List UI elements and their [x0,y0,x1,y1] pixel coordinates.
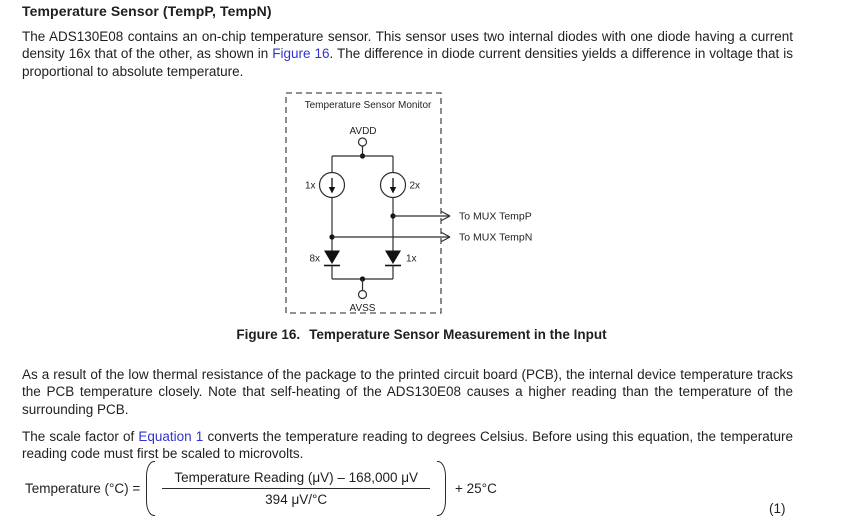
avdd-label: AVDD [349,126,377,137]
tempp-arrowhead [442,216,451,221]
paragraph-text: . The difference in diode current densities yields a difference in voltage that is proportional to absolute temperature. [22,46,794,79]
tempp-arrowhead [442,212,451,217]
tempn-arrowhead [442,233,451,238]
current-source-2x-label: 2x [409,180,421,192]
diode-1x-label: 1x [406,253,417,265]
diode-1x [385,251,401,265]
avdd-terminal [359,138,367,146]
avss-label: AVSS [349,303,376,314]
tempp-output-label: To MUX TempP [459,210,532,223]
equation-left-bracket [146,461,155,516]
current-source-arrowhead [390,187,396,194]
current-source-1x-label: 1x [304,180,316,192]
paragraph-scale-factor [22,428,793,463]
equation-lhs: Temperature (°C) = [25,481,141,496]
paragraph-text: The scale factor of [22,429,139,444]
paragraph-intro [22,28,793,80]
equation-1 [25,461,497,516]
figure-caption [0,327,843,342]
diagram-title: Temperature Sensor Monitor [304,100,432,111]
tempn-output-label: To MUX TempN [459,231,533,244]
equation-numerator: Temperature Reading (μV) – 168,000 μV [162,470,430,489]
section-heading: Temperature Sensor (TempP, TempN) [22,3,272,19]
equation-number: (1) [769,501,786,516]
figure-16-link[interactable]: Figure 16 [272,46,330,62]
avss-terminal [359,291,367,299]
tempn-arrowhead [442,237,451,242]
figure-caption-title: Temperature Sensor Measurement in the Input [309,327,607,342]
paragraph-text: The ADS130E08 contains an on-chip temperature sensor. This sensor uses two internal diodes with one diode having a current density 16x that of the other, as shown in [22,29,793,62]
paragraph-text: As a result of the low thermal resistance of the package to the printed circuit board (PCB), the internal device temperature tracks the PCB temperature closely. Note that self-heating of the ADS130E08 causes a higher reading than the temperature of the surrounding PCB. [22,367,793,417]
current-source-arrowhead [329,187,335,194]
diode-8x [324,251,340,265]
figure-caption-label: Figure 16. [236,327,301,342]
equation-1-link[interactable]: Equation 1 [138,429,204,444]
equation-denominator: 394 μV/°C [265,492,328,507]
figure-16-diagram [283,91,541,319]
diode-8x-label: 8x [309,253,320,265]
equation-suffix: + 25°C [455,481,497,496]
paragraph-thermal [22,366,793,418]
paragraph-text: converts the temperature reading to degrees Celsius. Before using this equation, the temperature reading code must first be scaled to microvolts. [22,429,793,462]
equation-right-bracket [437,461,446,516]
equation-fraction [162,470,430,507]
